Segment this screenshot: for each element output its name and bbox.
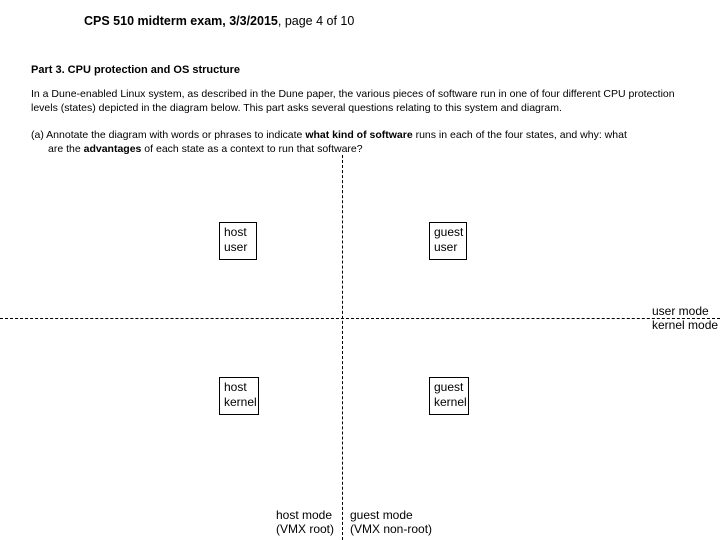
kernel-mode-label: kernel mode xyxy=(652,318,719,332)
question-a xyxy=(31,128,681,156)
part-title: Part 3. CPU protection and OS structure xyxy=(31,64,241,76)
host-user-box xyxy=(219,222,257,260)
question-a-mid: runs in each of the four states, and why: what xyxy=(412,129,627,141)
host-kernel-line-2: kernel xyxy=(224,395,257,409)
question-a-cont-prefix: are the xyxy=(48,143,84,155)
host-user-line-1: host xyxy=(224,225,247,239)
question-a-cont-suffix: of each state as a context to run that software? xyxy=(141,143,363,155)
user-mode-label: user mode xyxy=(652,304,709,318)
guest-kernel-line-1: guest xyxy=(434,380,464,394)
host-user-line-2: user xyxy=(224,240,248,254)
question-a-bold-1: what kind of software xyxy=(305,129,413,141)
part-intro: In a Dune-enabled Linux system, as described in the Dune paper, the various pieces of software run in one of four different CPU protection levels (states) depicted in the diagram below. This part asks several questions relating to this system and diagram. xyxy=(31,88,675,114)
question-a-bold-2: advantages xyxy=(83,143,142,155)
question-a-prefix: (a) Annotate the diagram with words or phrases to indicate xyxy=(31,129,306,141)
host-mode-line-2: (VMX root) xyxy=(276,522,335,536)
host-mode-line-1: host mode xyxy=(276,508,333,522)
guest-user-line-1: guest xyxy=(434,225,464,239)
exam-title: CPS 510 midterm exam, 3/3/2015 xyxy=(84,14,278,28)
guest-kernel-line-2: kernel xyxy=(434,395,467,409)
question-a-continuation xyxy=(31,142,681,156)
page-number: , page 4 of 10 xyxy=(277,14,355,28)
guest-mode-label xyxy=(350,508,432,536)
guest-user-box xyxy=(429,222,467,260)
guest-mode-line-1: guest mode xyxy=(350,508,413,522)
host-kernel-line-1: host xyxy=(224,380,247,394)
host-guest-divider xyxy=(342,155,343,540)
host-mode-label xyxy=(276,508,334,536)
user-kernel-divider xyxy=(0,318,720,319)
exam-header xyxy=(84,14,354,28)
guest-mode-line-2: (VMX non-root) xyxy=(350,522,433,536)
guest-kernel-box xyxy=(429,377,469,415)
host-kernel-box xyxy=(219,377,259,415)
guest-user-line-2: user xyxy=(434,240,458,254)
